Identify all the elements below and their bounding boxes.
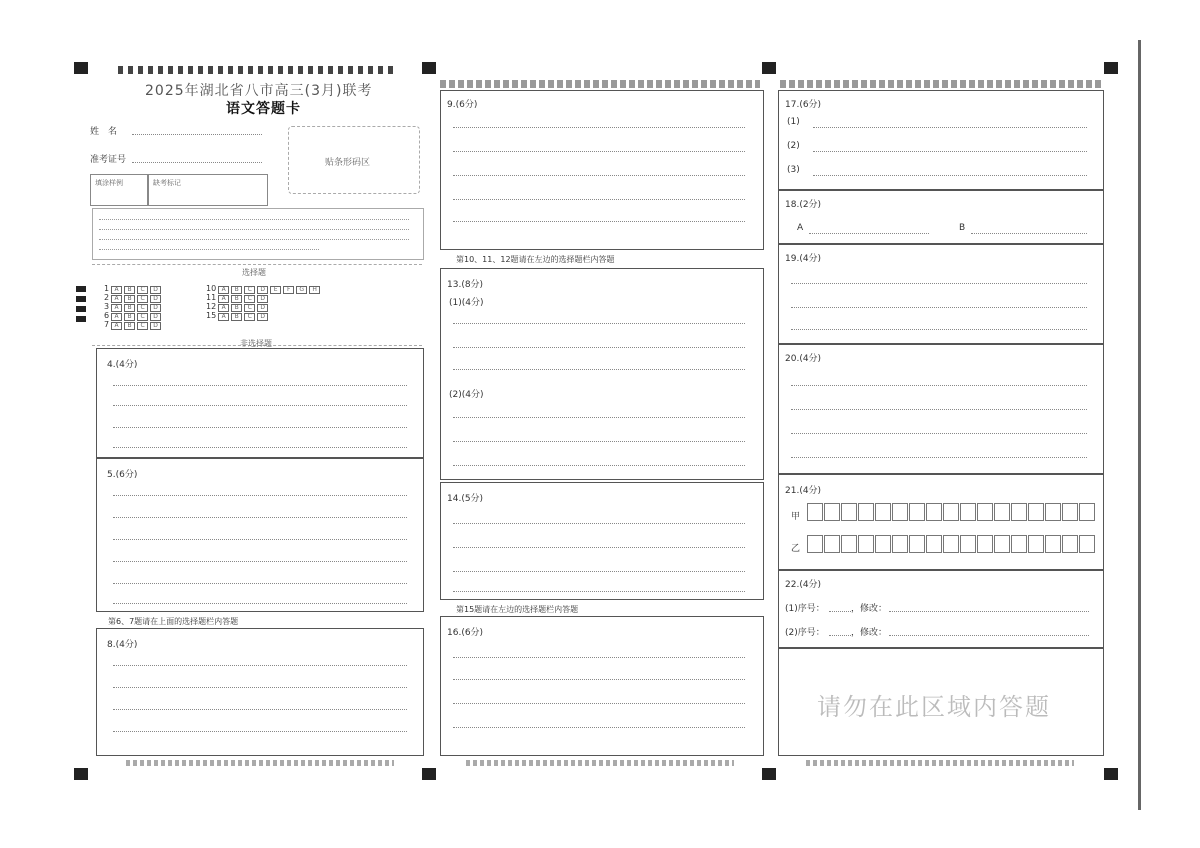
row-mark [76,316,86,322]
mc-q11[interactable]: 11 A B C D [206,293,268,303]
mc-q15[interactable]: 15 A B C D [206,311,268,321]
id-field[interactable] [132,162,262,163]
fill-example-box [90,174,148,206]
q17-part2-label: (2) [787,141,800,151]
q5-label: 5.(6分) [107,470,138,480]
q20-label: 20.(4分) [785,354,822,364]
answer-box-q18[interactable] [778,190,1104,244]
q22-2-fix-label: ，修改： [851,628,888,638]
page-edge [1138,40,1141,810]
q8-label: 8.(4分) [107,640,138,650]
answer-box-q4[interactable] [96,348,424,458]
q13-part2-label: (2)(4分) [449,390,484,400]
answer-box-q20[interactable] [778,344,1104,474]
q21-b-label: 乙 [791,544,801,554]
answer-box-q21[interactable] [778,474,1104,570]
nonmc-title: 非选择题 [240,339,272,348]
mc-title: 选择题 [242,268,266,277]
mc-q10[interactable]: 10 A B C D E F G H [206,284,320,294]
registration-mark [762,62,776,74]
q16-label: 16.(6分) [447,628,484,638]
mc-q3[interactable]: 3 A B C D [104,302,161,312]
answer-box-q16[interactable] [440,616,764,756]
registration-mark [1104,62,1118,74]
registration-mark [422,62,436,74]
absent-box [148,174,268,206]
top-timing-marks [118,66,398,74]
footer-strip [806,760,1074,766]
note-q10-q12: 第10、11、12题请在左边的选择题栏内答题 [456,255,615,264]
q19-label: 19.(4分) [785,254,822,264]
row-mark [76,306,86,312]
mc-q1[interactable]: 1 A B C D [104,284,161,294]
note-q15: 第15题请在左边的选择题栏内答题 [456,605,579,614]
q9-label: 9.(6分) [447,100,478,110]
row-mark [76,296,86,302]
answer-box-q22[interactable] [778,570,1104,648]
registration-mark [422,768,436,780]
q22-label: 22.(4分) [785,580,822,590]
barcode-sticker-area [288,126,420,194]
mc-q2[interactable]: 2 A B C D [104,293,161,303]
answer-box-q8[interactable] [96,628,424,756]
q22-1-fix-label: ，修改： [851,604,888,614]
column2-header-strip [440,80,760,88]
no-answer-watermark: 请勿在此区域内答题 [817,693,1051,721]
registration-mark [762,768,776,780]
note-q6-q7: 第6、7题请在上面的选择题栏内答题 [108,617,239,626]
answer-box-q13[interactable] [440,268,764,480]
q18-b-label: B [959,223,966,233]
exam-title: 2025年湖北省八市高三(3月)联考 [145,83,373,99]
no-answer-zone [778,648,1104,756]
q18-label: 18.(2分) [785,200,822,210]
registration-mark [1104,768,1118,780]
card-title: 语文答题卡 [226,101,301,117]
answer-box-q14[interactable] [440,482,764,600]
q22-1-seq-label: (1)序号： [785,604,825,614]
q17-part3-label: (3) [787,165,800,175]
row-mark [76,286,86,292]
registration-mark [74,768,88,780]
mc-q6[interactable]: 6 A B C D [104,311,161,321]
mc-q7[interactable]: 7 A B C D [104,320,161,330]
q14-label: 14.(5分) [447,494,484,504]
column3-header-strip [780,80,1102,88]
name-label: 姓 名 [90,127,118,137]
q22-2-seq-label: (2)序号： [785,628,825,638]
sticker-label: 贴条形码区 [325,158,371,168]
q21-label: 21.(4分) [785,486,822,496]
fill-example-label: 填涂样例 [95,179,123,187]
q21-b-grid[interactable] [807,535,1096,556]
q13-part1-label: (1)(4分) [449,298,484,308]
footer-strip [126,760,394,766]
q17-part1-label: (1) [787,117,800,127]
footer-strip [466,760,734,766]
mc-q12[interactable]: 12 A B C D [206,302,268,312]
instructions-box [92,208,424,260]
name-field[interactable] [132,134,262,135]
answer-box-q19[interactable] [778,244,1104,344]
answer-box-q5[interactable] [96,458,424,612]
q18-a-label: A [797,223,804,233]
q13-label: 13.(8分) [447,280,484,290]
registration-mark [74,62,88,74]
q17-label: 17.(6分) [785,100,822,110]
q21-a-label: 甲 [791,512,801,522]
id-label: 准考证号 [90,155,127,165]
q21-a-grid[interactable] [807,503,1096,524]
absent-label: 缺考标记 [153,179,181,187]
q4-label: 4.(4分) [107,360,138,370]
answer-box-q9[interactable] [440,90,764,250]
answer-box-q17[interactable] [778,90,1104,190]
